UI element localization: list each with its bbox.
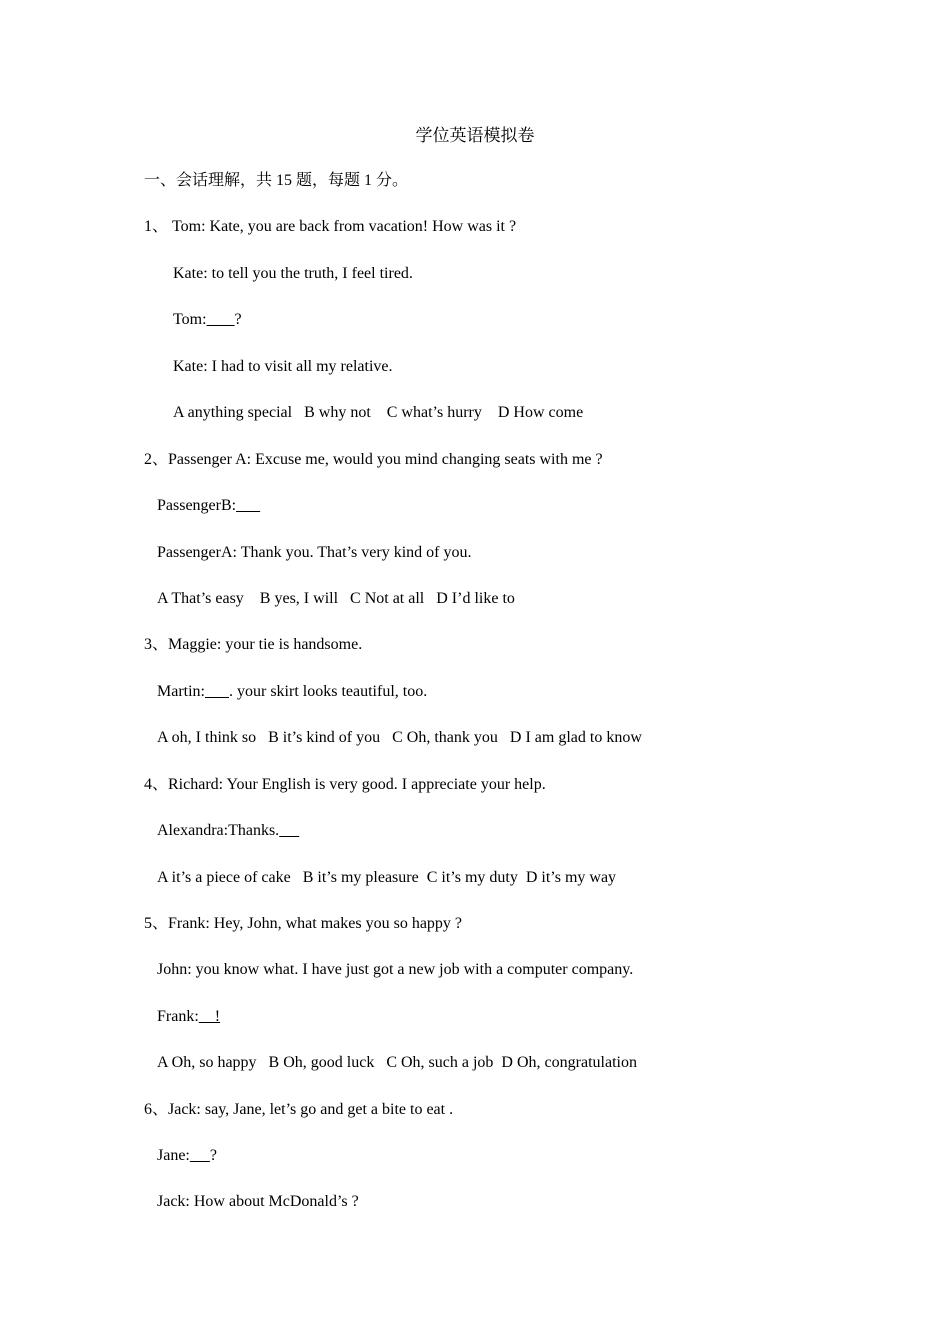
speaker-label: PassengerB: xyxy=(157,497,237,514)
blank-suffix: . your skirt looks teautiful, too. xyxy=(229,683,428,700)
answer-blank xyxy=(236,497,260,514)
question-3-prompt: 3、Maggie: your tie is handsome. xyxy=(144,636,363,653)
page-title: 学位英语模拟卷 xyxy=(415,126,535,145)
speaker-label: Tom: xyxy=(173,311,207,328)
question-1-prompt: 1、 Tom: Kate, you are back from vacation! How was it ? xyxy=(144,218,517,235)
question-1-line-2: Kate: to tell you the truth, I feel tired. xyxy=(173,265,413,282)
question-3-options: A oh, I think so B it’s kind of you C Oh, thank you D I am glad to know xyxy=(157,729,642,746)
question-3-blank-line xyxy=(157,681,427,703)
question-6-blank-line xyxy=(157,1145,217,1167)
question-2-prompt: 2、Passenger A: Excuse me, would you mind changing seats with me ? xyxy=(144,451,603,468)
question-5-options: A Oh, so happy B Oh, good luck C Oh, such a job D Oh, congratulation xyxy=(157,1054,637,1071)
section-heading: 一、会话理解，共 15 题，每题 1 分。 xyxy=(144,172,409,189)
speaker-label: Jane: xyxy=(157,1147,190,1164)
question-5-blank-line xyxy=(157,1006,220,1028)
speaker-label: Alexandra:Thanks. xyxy=(157,822,280,839)
answer-blank xyxy=(205,683,229,700)
question-5-prompt: 5、Frank: Hey, John, what makes you so happy ? xyxy=(144,915,463,932)
answer-blank xyxy=(279,822,299,839)
question-1-line-4: Kate: I had to visit all my relative. xyxy=(173,358,393,375)
question-6-line-3: Jack: How about McDonald’s ? xyxy=(157,1193,359,1210)
question-5-line-2: John: you know what. I have just got a new job with a computer company. xyxy=(157,961,634,978)
question-6-prompt: 6、Jack: say, Jane, let’s go and get a bite to eat . xyxy=(144,1101,454,1118)
speaker-label: Martin: xyxy=(157,683,205,700)
question-1-options: A anything special B why not C what’s hurry D How come xyxy=(173,404,584,421)
answer-blank: ! xyxy=(198,1008,221,1025)
answer-blank xyxy=(190,1147,210,1164)
blank-suffix: ? xyxy=(234,311,242,328)
question-2-line-3: PassengerA: Thank you. That’s very kind of you. xyxy=(157,544,472,561)
question-1-blank-line xyxy=(173,309,242,331)
answer-blank xyxy=(207,311,235,328)
blank-suffix: ? xyxy=(209,1147,217,1164)
question-4-blank-line xyxy=(157,820,299,842)
speaker-label: Frank: xyxy=(157,1008,199,1025)
question-2-options: A That’s easy B yes, I will C Not at all D I’d like to xyxy=(157,590,515,607)
question-4-options: A it’s a piece of cake B it’s my pleasure C it’s my duty D it’s my way xyxy=(157,869,617,886)
question-2-blank-line xyxy=(157,495,260,517)
question-4-prompt: 4、Richard: Your English is very good. I appreciate your help. xyxy=(144,776,546,793)
